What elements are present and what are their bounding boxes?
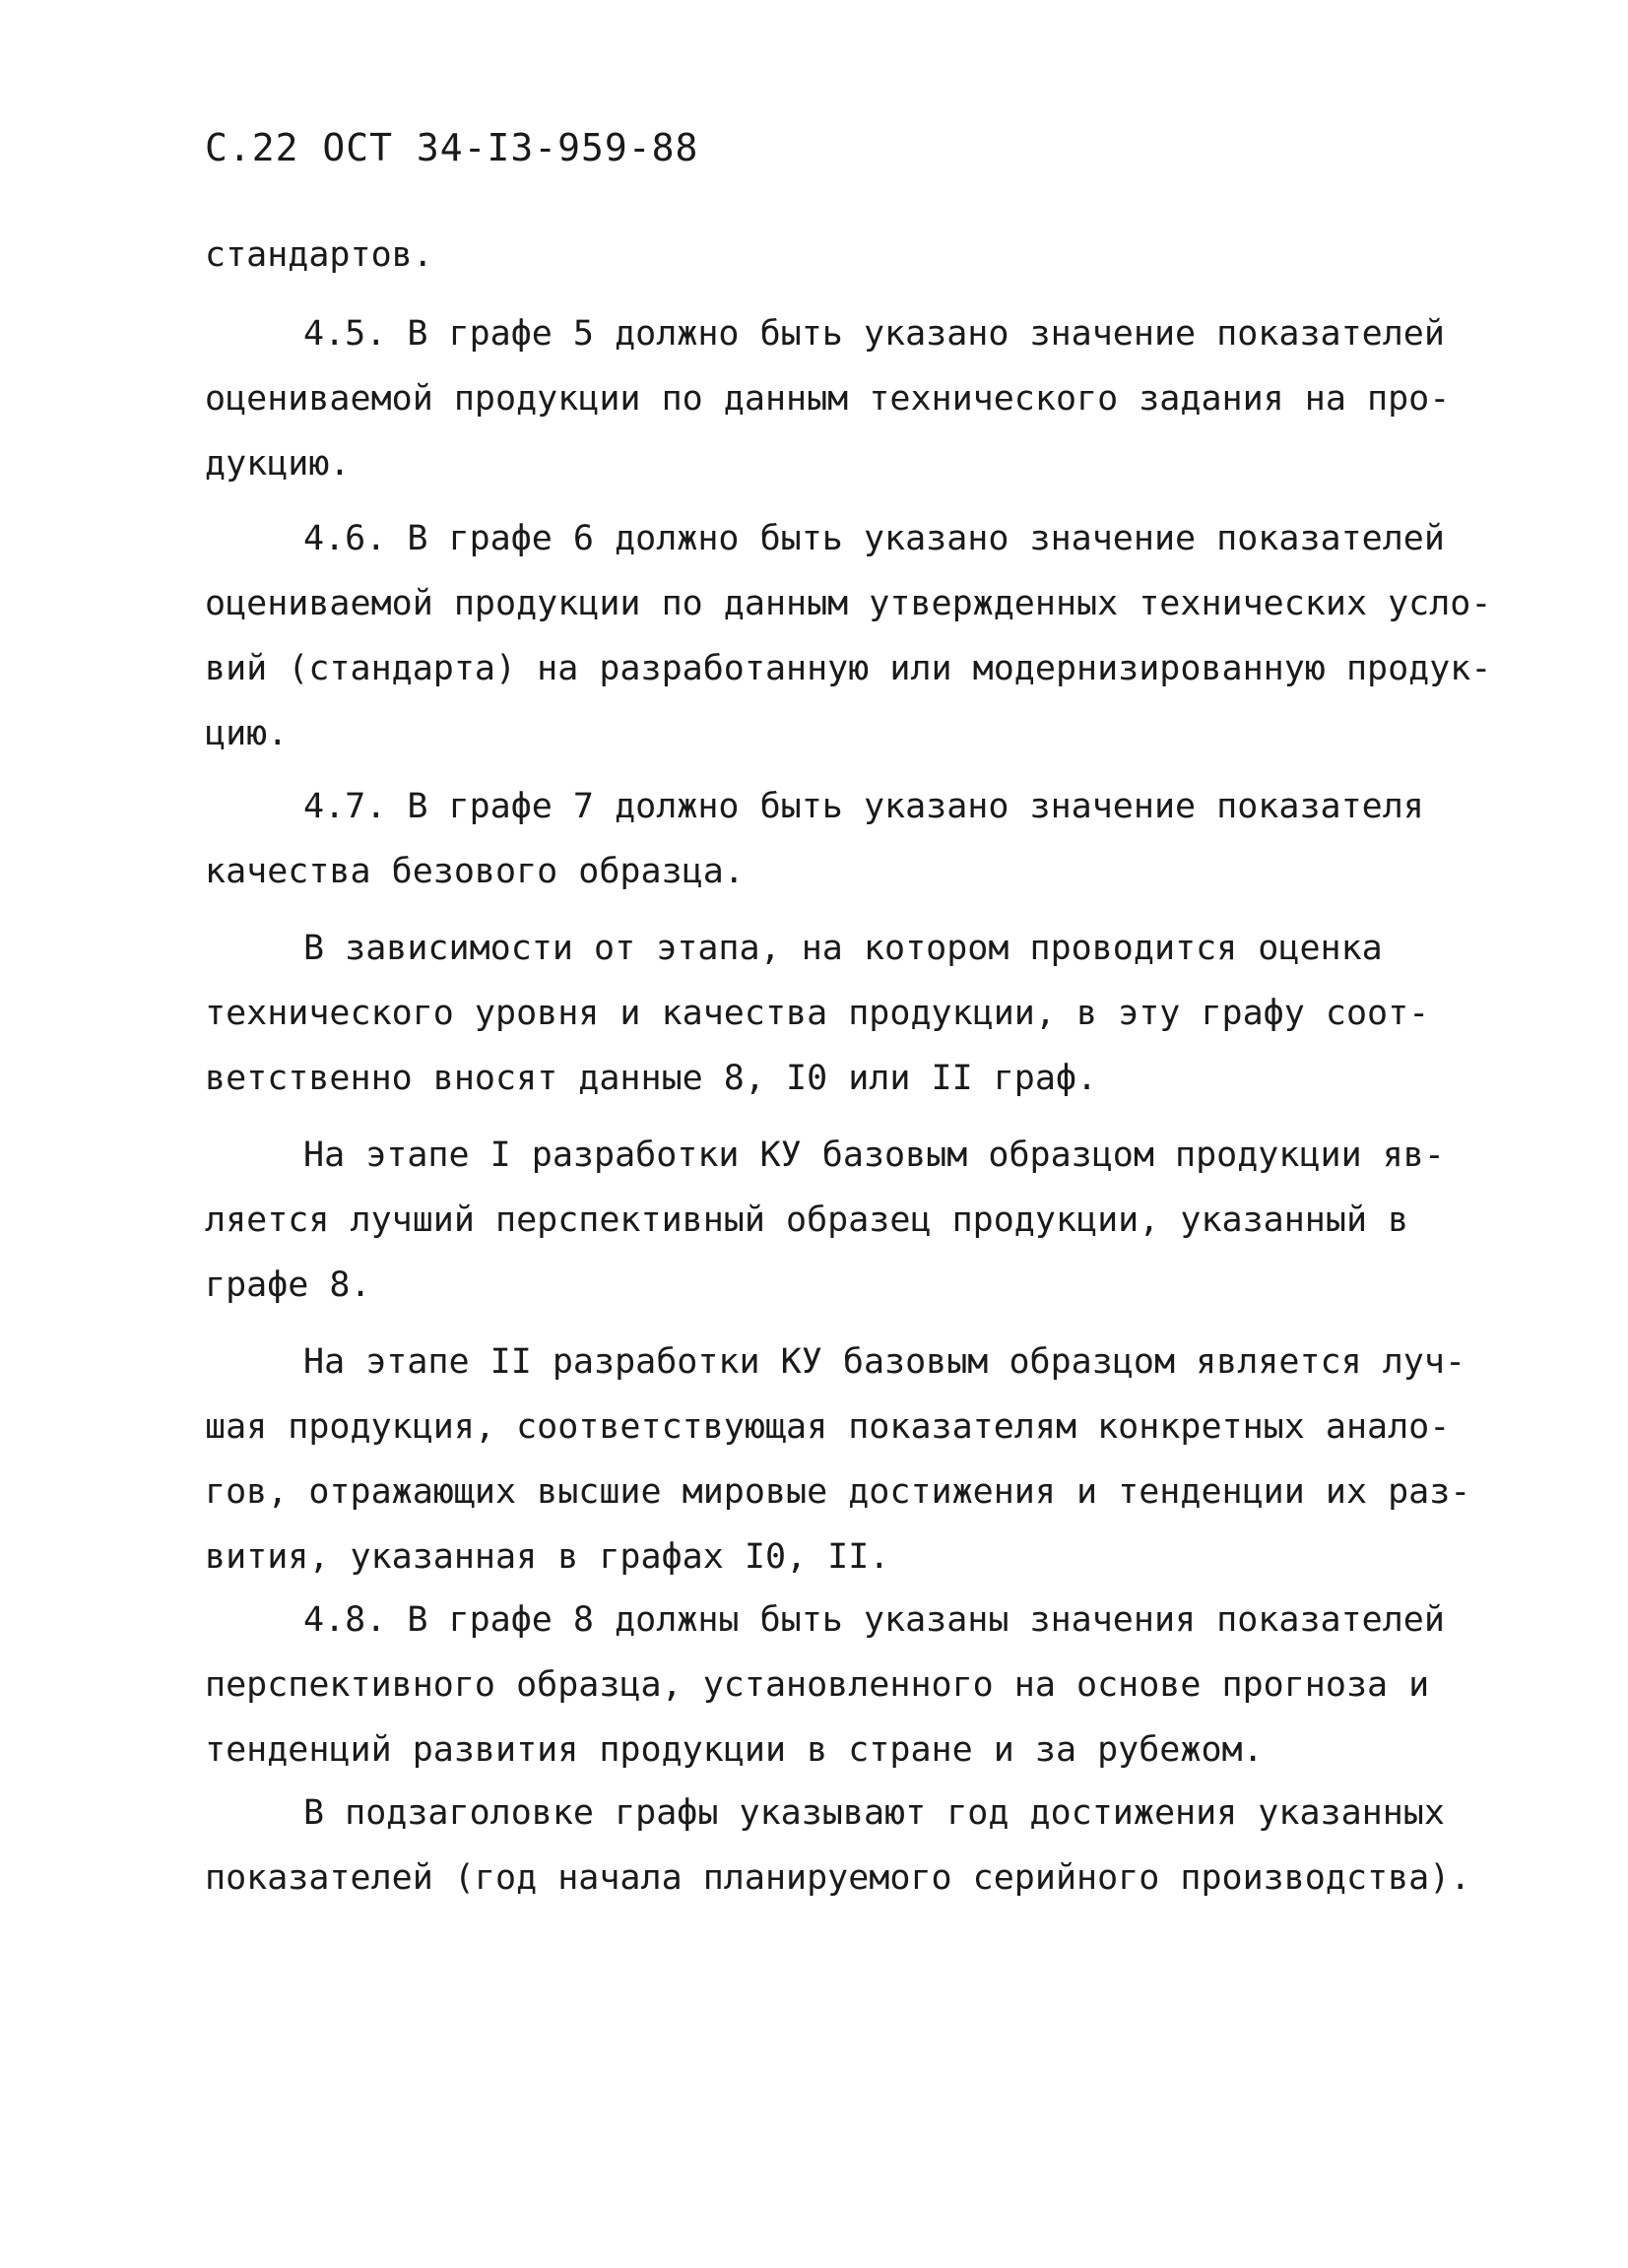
text-line: ляется лучший перспективный образец продукции, указанный в (205, 1200, 1409, 1240)
text-line: 4.7. В графе 7 должно быть указано значение показателя (303, 787, 1424, 826)
paragraph-4-6 (205, 506, 1492, 766)
text-line: графе 8. (205, 1265, 371, 1305)
paragraph-subheading (205, 1781, 1471, 1911)
text-line: 4.8. В графе 8 должны быть указаны значения показателей (303, 1600, 1445, 1640)
text-line: 4.6. В графе 6 должно быть указано значение показателей (303, 519, 1445, 558)
paragraph-4-8 (205, 1588, 1446, 1782)
text-line: стандартов. (205, 235, 433, 275)
paragraph-stage-2 (205, 1329, 1471, 1589)
text-line: ветственно вносят данные 8, I0 или II граф. (205, 1059, 1098, 1098)
text-line: технического уровня и качества продукции, в эту графу соот- (205, 994, 1430, 1033)
text-line: перспективного образца, установленного на основе прогноза и (205, 1665, 1430, 1705)
text-line: качества безового образца. (205, 852, 745, 891)
paragraph-4-5 (205, 301, 1451, 496)
text-line: дукцию. (205, 444, 351, 484)
text-line: На этапе II разработки КУ базовым образцом является луч- (303, 1342, 1466, 1382)
text-line: На этапе I разработки КУ базовым образцом продукции яв- (303, 1135, 1445, 1175)
text-line: В зависимости от этапа, на котором проводится оценка (303, 929, 1383, 968)
text-line: цию. (205, 714, 289, 753)
page-header: С.22 ОСТ 34-I3-959-88 (205, 126, 699, 169)
paragraph-4-7 (205, 774, 1446, 904)
text-line: показателей (год начала планируемого серийного производства). (205, 1858, 1471, 1898)
paragraph-stage-1 (205, 1123, 1446, 1318)
text-line: В подзаголовке графы указывают год достижения указанных (303, 1793, 1445, 1833)
text-line: шая продукция, соответствующая показателям конкретных анало- (205, 1407, 1451, 1447)
text-line: оцениваемой продукции по данным технического задания на про- (205, 379, 1451, 419)
text-line: вития, указанная в графах I0, II. (205, 1537, 890, 1577)
continuation-text (205, 223, 1446, 288)
text-line: оцениваемой продукции по данным утвержденных технических усло- (205, 584, 1492, 623)
text-line: тенденций развития продукции в стране и за рубежом. (205, 1730, 1264, 1770)
text-line: вий (стандарта) на разработанную или модернизированную продук- (205, 649, 1492, 688)
paragraph-dependence (205, 916, 1446, 1111)
text-line: 4.5. В графе 5 должно быть указано значение показателей (303, 314, 1445, 354)
text-line: гов, отражающих высшие мировые достижения и тенденции их раз- (205, 1472, 1471, 1512)
